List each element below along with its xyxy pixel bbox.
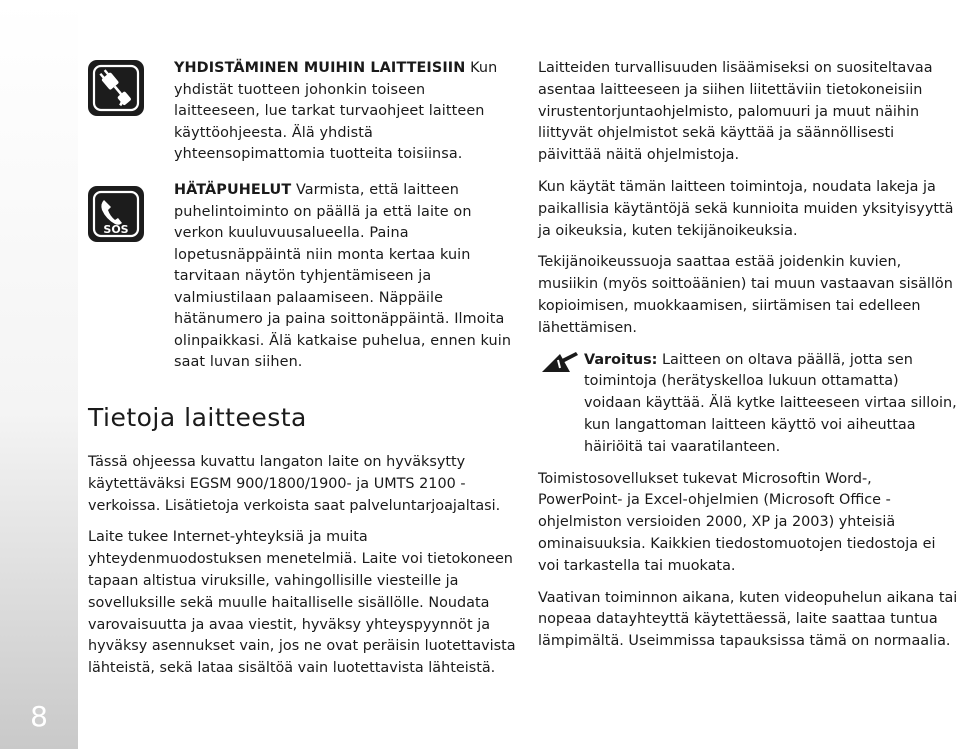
connecting-note [174,58,514,166]
section-body [88,452,518,690]
warning-text: Laitteen on oltava päällä, jotta sen toimintoja (herätyskelloa lukuun ottamatta) voidaan käyttää. Älä kytke laitteeseen virtaa silloin, kun langattoman laitteen käyttö voi aiheuttaa häiriöitä tai vaaratilanteen. [584,351,957,455]
emergency-note [174,180,514,374]
page-margin-strip [0,0,78,749]
paragraph-office: Toimistosovellukset tukevat Microsoftin Word-, PowerPoint- ja Excel-ohjelmien (Microsoft Office -ohjelmiston versioiden 2000, XP ja 2003) yhteisiä ominaisuuksia. Kaikkien tiedostomuotojen tiedostoja ei voi tarkastella tai muokata. [538,470,936,574]
paragraph-antivirus: Laitteiden turvallisuuden lisäämiseksi on suositeltavaa asentaa laitteeseen ja siihen liitettäviin tietokoneisiin virustentorjuntaohjelmisto, palomuuri ja muut näihin liittyvät ohjelmistot sekä käyttää ja säännöllisesti päivittää näitä ohjelmistoja. [538,60,933,164]
connecting-text: Kun yhdistät tuotteen johonkin toiseen laitteeseen, lue tarkat turvaohjeet laitteen käyttöohjeesta. Älä yhdistä yhteensopimattomia tuotteita toisiinsa. [174,60,498,162]
right-column [538,58,958,663]
sos-icon-label: SOS [103,223,129,236]
warning-note [538,350,958,459]
paragraph-copyright: Tekijänoikeussuoja saattaa estää joidenkin kuvien, musiikin (myös soittoäänien) tai muun vastaavan sisällön kopioimisen, muokkaamisen, siirtämisen tai edelleen lähettämisen. [538,254,953,336]
section-paragraph-security: Laite tukee Internet-yhteyksiä ja muita yhteydenmuodostuksen menetelmiä. Laite voi tietokoneen tapaan altistua viruksille, vahingollisille viesteille ja sovelluksille sekä muulle haitalliselle sisällölle. Noudata varovaisuutta ja avaa viestit, hyväksy yhteyspyynnöt ja hyväksy asennukset vain, jos ne ovat peräisin luotettavista lähteistä, sekä lataa sisältöä vain luotettavista lähteistä. [88,529,516,677]
paragraph-laws: Kun käytät tämän laitteen toimintoja, noudata lakeja ja paikallisia käytäntöjä sekä kunnioita muiden yksityisyyttä ja oikeuksia, kuten tekijänoikeuksia. [538,178,954,239]
paragraph-heat: Vaativan toiminnon aikana, kuten videopuhelun aikana tai nopeaa datayhteyttä käytettäessä, laite saattaa tuntua lämpimältä. Useimmissa tapauksissa tämä on normaalia. [538,589,958,650]
warning-label: Varoitus: [584,351,658,368]
page-number: 8 [30,700,48,733]
emergency-heading: HÄTÄPUHELUT [174,182,292,198]
plug-icon [88,60,144,116]
section-paragraph-networks: Tässä ohjeessa kuvattu langaton laite on hyväksytty käytettäväksi EGSM 900/1800/1900- ja UMTS 2100 -verkoissa. Lisätietoja verkoista saat palveluntarjoajaltasi. [88,454,501,514]
warning-pen-icon [540,350,580,376]
emergency-text: Varmista, että laitteen puhelintoiminto on päällä ja että laite on verkon kuuluvuusalueella. Paina lopetusnäppäintä niin monta kertaa kuin tarvitaan näytön tyhjentämiseen ja valmiustilaan palaamiseen. Näppäile hätänumero ja paina soittonäppäintä. Ilmoita olinpaikkasi. Älä katkaise puhelua, ennen kuin saat luvan siihen. [174,182,512,370]
section-title: Tietoja laitteesta [88,403,307,432]
sos-phone-icon [88,186,144,242]
connecting-heading: YHDISTÄMINEN MUIHIN LAITTEISIIN [174,60,466,76]
